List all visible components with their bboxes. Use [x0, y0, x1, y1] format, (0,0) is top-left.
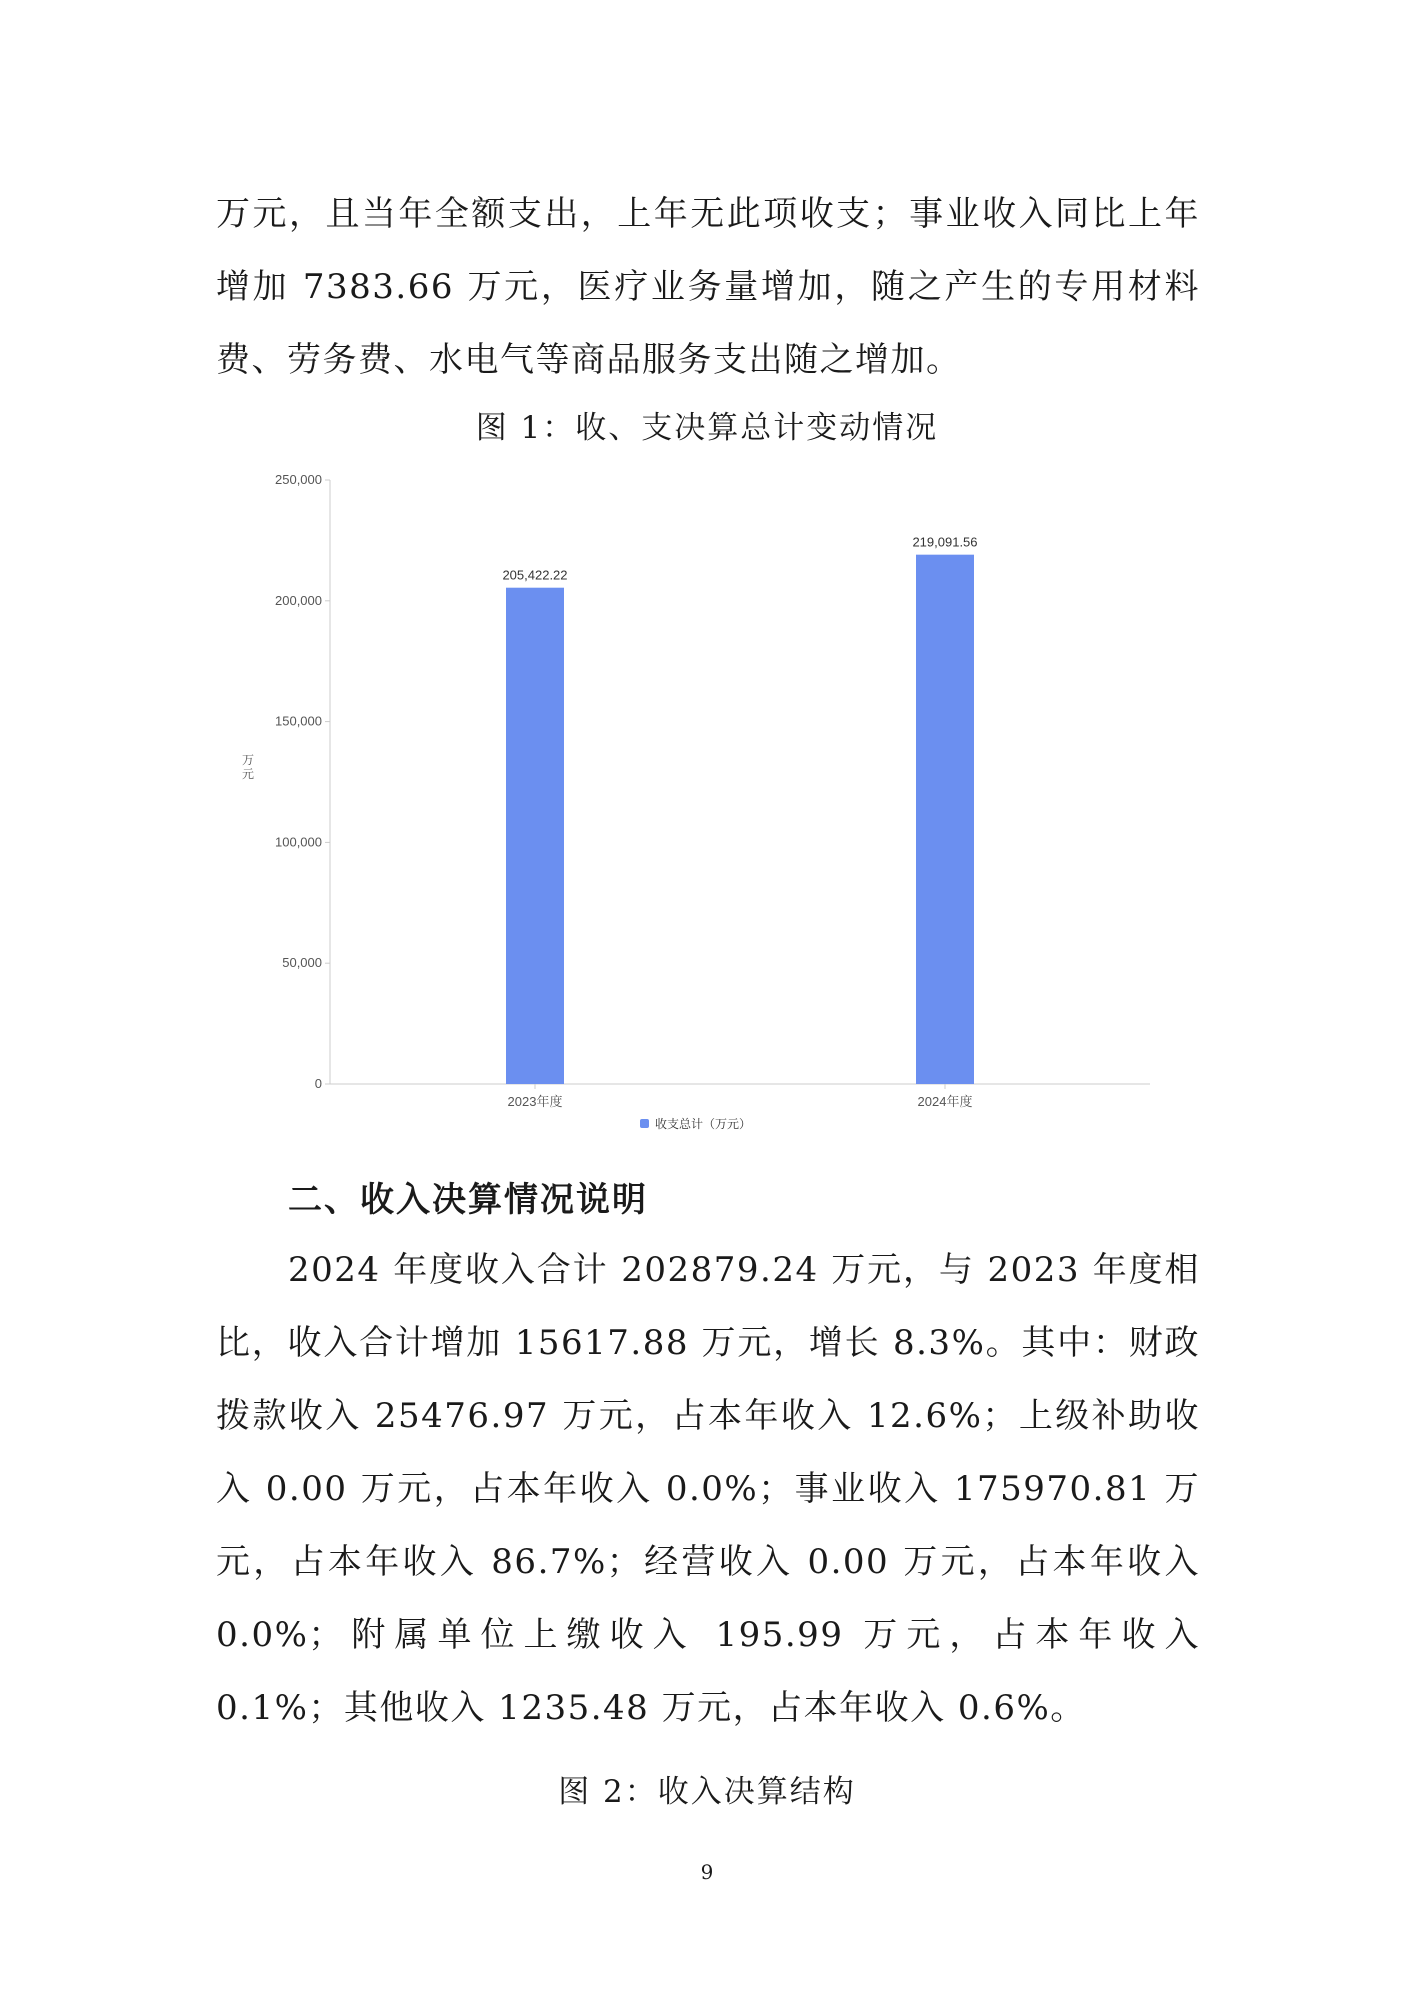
- x-tick-label: 2024年度: [917, 1094, 973, 1109]
- paragraph-income: 2024 年度收入合计 202879.24 万元，与 2023 年度相比，收入合计增加 15617.88 万元，增长 8.3%。其中：财政拨款收入 25476.97 万元，占本年收入 12.6%；上级补助收入 0.00 万元，占本年收入 0.0%；事业收入 175970.81 万元，占本年收入 86.7%；经营收入 0.00 万元，占本年收入 0.0%；附属单位上缴收入 195.99 万元，占本年收入 0.1%；其他收入 1235.48 万元，占本年收入 0.6%。: [216, 1250, 1200, 1728]
- y-axis-label-char: 万: [241, 753, 255, 767]
- bar-value-label: 205,422.22: [502, 567, 568, 583]
- chart-legend: [640, 1116, 751, 1131]
- bar-chart: [240, 460, 1170, 1140]
- y-tick-label: 150,000: [275, 713, 322, 729]
- y-tick-label: 50,000: [282, 955, 322, 971]
- bar-value-label: 219,091.56: [912, 534, 978, 550]
- figure2-caption: 图 2：收入决算结构: [558, 1774, 856, 1810]
- bar: [506, 588, 564, 1084]
- x-tick-label: 2023年度: [507, 1094, 563, 1109]
- y-tick-label: 100,000: [275, 834, 322, 850]
- legend-label: 收支总计（万元）: [655, 1117, 752, 1131]
- paragraph-top: 万元，且当年全额支出，上年无此项收支；事业收入同比上年增加 7383.66 万元，医疗业务量增加，随之产生的专用材料费、劳务费、水电气等商品服务支出随之增加。: [216, 194, 1200, 380]
- y-axis-label-char: 元: [241, 767, 255, 781]
- y-tick-label: 250,000: [275, 472, 322, 487]
- y-tick-label: 200,000: [275, 592, 322, 608]
- chart-axes: [325, 480, 1150, 1089]
- section-heading: 二、收入决算情况说明: [288, 1180, 648, 1220]
- page-number: 9: [700, 1860, 714, 1884]
- y-tick-label: 0: [314, 1076, 322, 1091]
- figure1-caption: 图 1：收、支决算总计变动情况: [475, 410, 939, 446]
- chart-labels: [242, 472, 978, 1109]
- legend-swatch: [640, 1119, 649, 1128]
- chart-bars: [506, 555, 974, 1084]
- bar: [916, 555, 974, 1084]
